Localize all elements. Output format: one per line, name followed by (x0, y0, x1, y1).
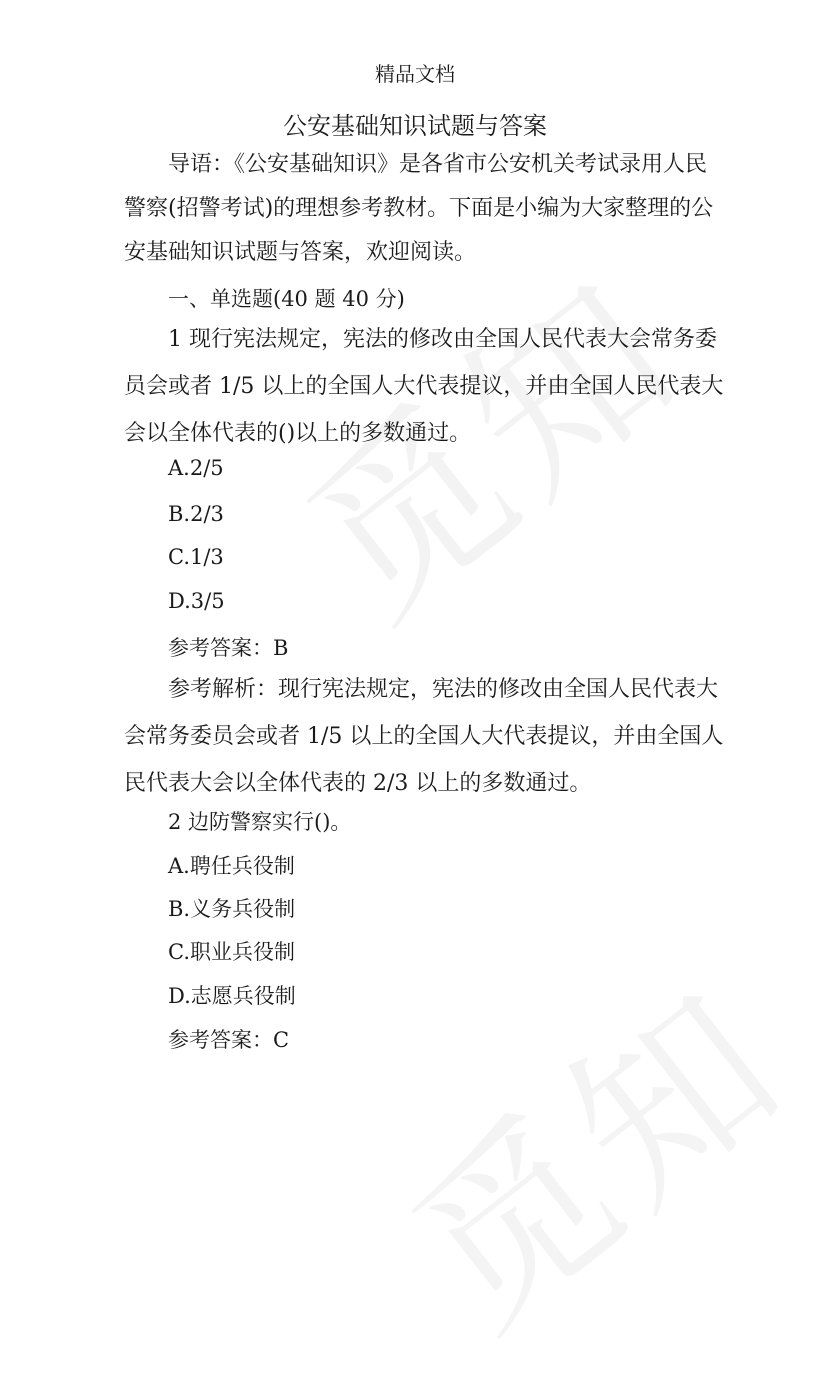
question-1-option-d: D.3/5 (168, 589, 225, 613)
page-header: 精品文档 (375, 62, 455, 86)
question-2-answer: 参考答案：C (168, 1028, 290, 1052)
question-1-option-c: C.1/3 (168, 545, 224, 569)
question-2-option-c: C.职业兵役制 (168, 940, 295, 964)
document-title: 公安基础知识试题与答案 (283, 112, 547, 140)
question-1-answer: 参考答案：B (168, 636, 289, 660)
question-2-option-a: A.聘任兵役制 (168, 854, 295, 878)
intro-paragraph: 导语：《公安基础知识》是各省市公安机关考试录用人民警察(招警考试)的理想参考教材。下面是小编为大家整理的公安基础知识试题与答案，欢迎阅读。 (124, 152, 714, 265)
question-1-analysis: 参考解析：现行宪法规定，宪法的修改由全国人民代表大会常务委员会或者 1/5 以上的全国人大代表提议，并由全国人民代表大会以全体代表的 2/3 以上的多数通过。 (124, 677, 724, 796)
watermark-graphic-lower (348, 916, 830, 1377)
question-1-option-a: A.2/5 (168, 456, 224, 480)
question-2-text: 2 边防警察实行()。 (168, 810, 352, 834)
question-2-option-b: B.义务兵役制 (168, 897, 296, 921)
question-1-text: 1 现行宪法规定，宪法的修改由全国人民代表大会常务委员会或者 1/5 以上的全国人大代表提议，并由全国人民代表大会以全体代表的()以上的多数通过。 (124, 327, 724, 446)
question-2-option-d: D.志愿兵役制 (168, 984, 296, 1008)
question-1-option-b: B.2/3 (168, 502, 224, 526)
section-heading: 一、单选题(40 题 40 分) (168, 287, 405, 311)
